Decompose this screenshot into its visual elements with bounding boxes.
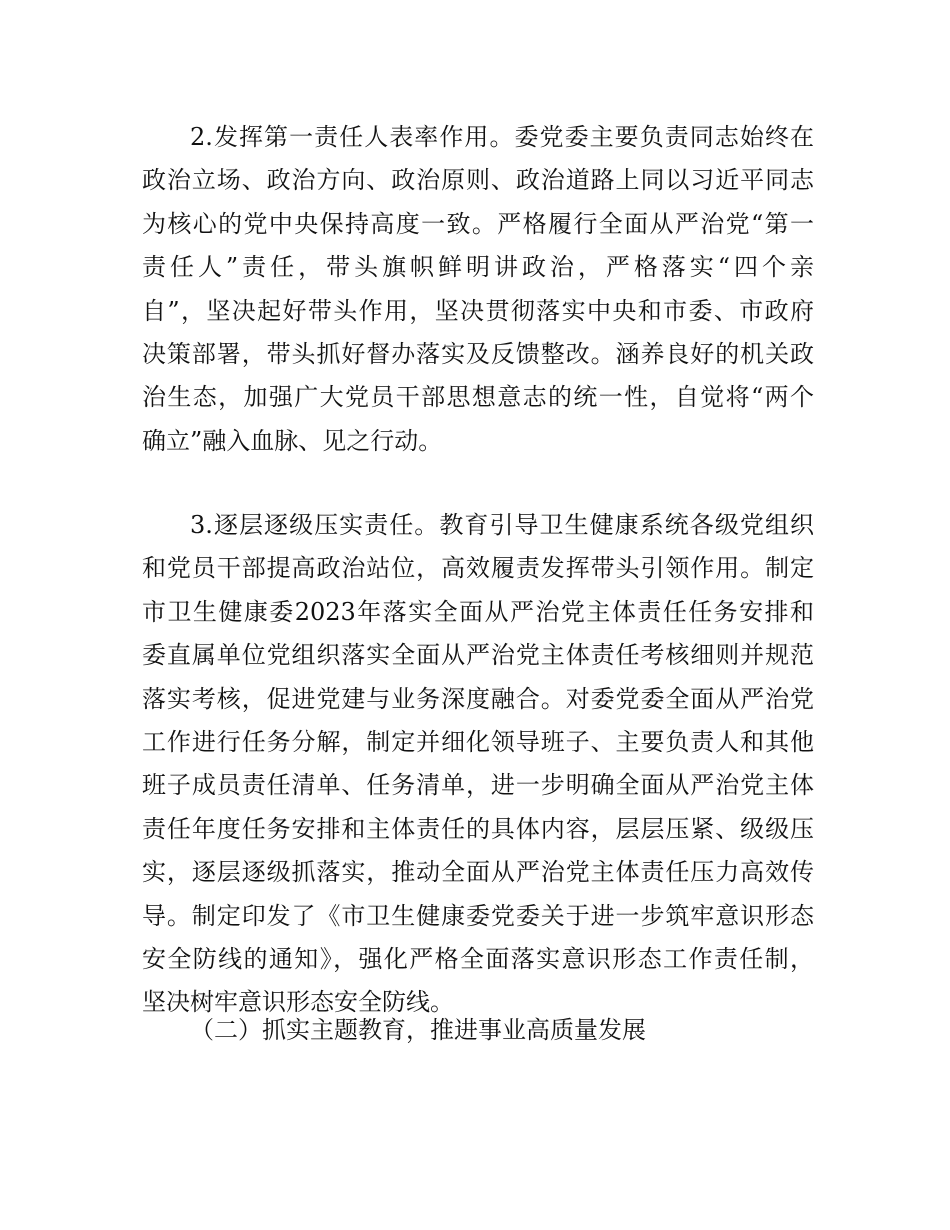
paragraph-line: 治生态，加强广大党员干部思想意志的统一性，自觉将“两个 <box>142 383 814 412</box>
paragraph-line: 政治立场、政治方向、政治原则、政治道路上同以习近平同志 <box>142 166 814 195</box>
paragraph-line: 市卫生健康委2023年落实全面从严治党主体责任任务安排和 <box>142 597 814 626</box>
paragraph-line: 责任人”责任，带头旗帜鲜明讲政治，严格落实“四个亲 <box>142 253 814 282</box>
paragraph-line: 落实考核，促进党建与业务深度融合。对委党委全面从严治党 <box>142 684 814 713</box>
paragraph-line: 责任年度任务安排和主体责任的具体内容，层层压紧、级级压 <box>142 814 814 843</box>
paragraph-2 <box>142 116 814 463</box>
section-subheading: （二）抓实主题教育，推进事业高质量发展 <box>190 1016 646 1044</box>
paragraph-line: 自”，坚决起好带头作用，坚决贯彻落实中央和市委、市政府 <box>142 296 814 325</box>
paragraph-line: 班子成员责任清单、任务清单，进一步明确全面从严治党主体 <box>142 771 814 800</box>
paragraph-line: 3.逐层逐级压实责任。教育引导卫生健康系统各级党组织 <box>190 511 814 539</box>
paragraph-line: 工作进行任务分解，制定并细化领导班子、主要负责人和其他 <box>142 727 814 756</box>
paragraph-3 <box>142 504 814 1025</box>
paragraph-line: 决策部署，带头抓好督办落实及反馈整改。涵养良好的机关政 <box>142 339 814 368</box>
paragraph-line: 实，逐层逐级抓落实，推动全面从严治党主体责任压力高效传 <box>142 858 814 887</box>
paragraph-line: 2.发挥第一责任人表率作用。委党委主要负责同志始终在 <box>190 123 814 151</box>
paragraph-line: 为核心的党中央保持高度一致。严格履行全面从严治党“第一 <box>142 209 814 238</box>
paragraph-line: 确立”融入血脉、见之行动。 <box>142 426 443 455</box>
paragraph-line: 委直属单位党组织落实全面从严治党主体责任考核细则并规范 <box>142 641 814 670</box>
paragraph-line: 导。制定印发了《市卫生健康委党委关于进一步筑牢意识形态 <box>142 901 814 930</box>
paragraph-line: 安全防线的通知》，强化严格全面落实意识形态工作责任制， <box>142 944 814 973</box>
paragraph-line: 和党员干部提高政治站位，高效履责发挥带头引领作用。制定 <box>142 554 814 583</box>
paragraph-line: 坚决树牢意识形态安全防线。 <box>142 988 454 1017</box>
